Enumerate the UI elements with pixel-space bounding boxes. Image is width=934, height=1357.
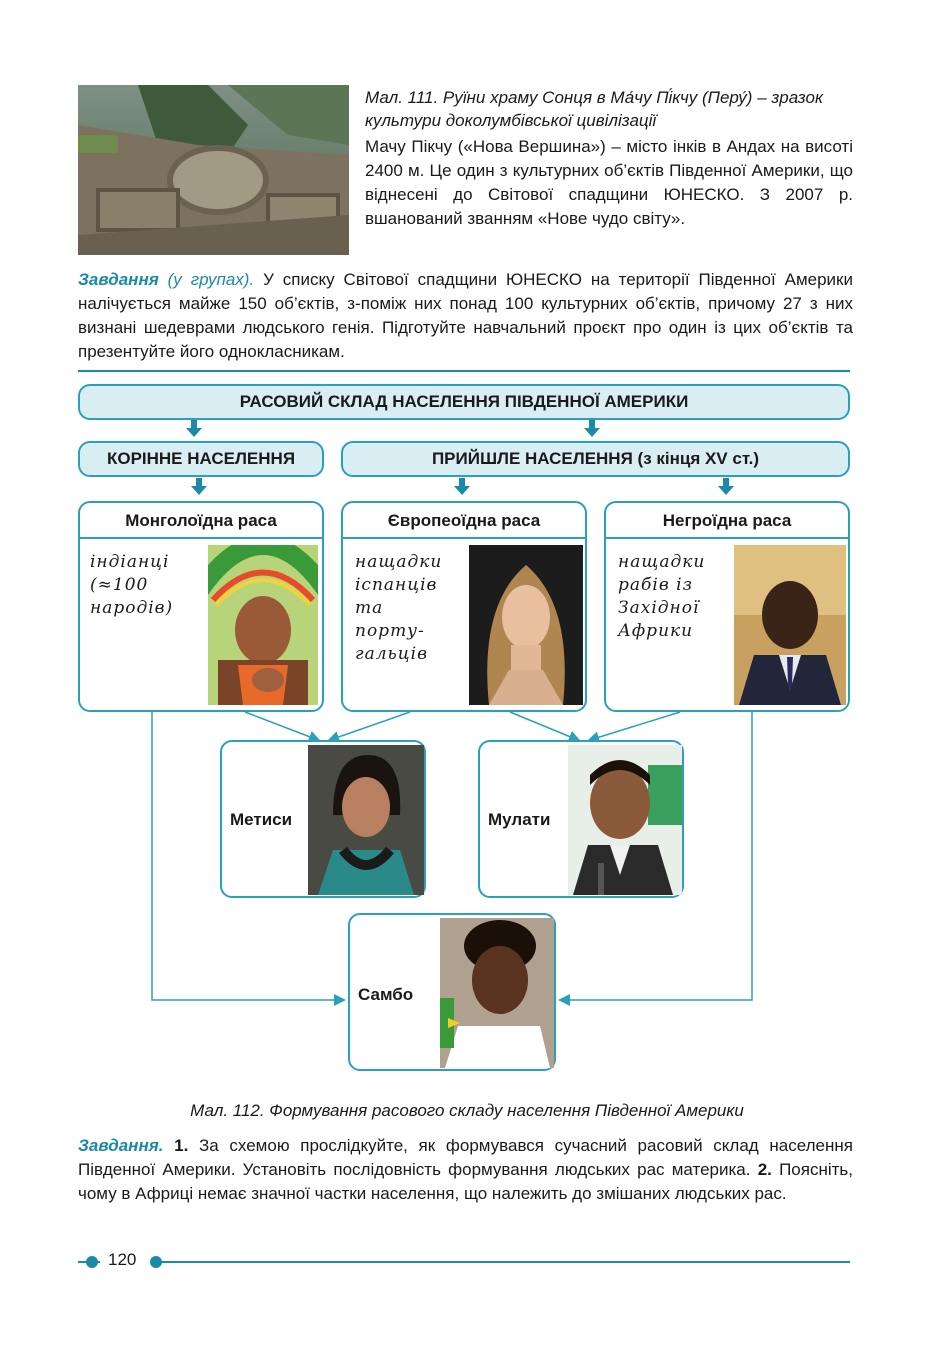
desc-line: Західної: [618, 598, 700, 618]
zambo-box: [348, 913, 556, 1071]
african-man-photo: [734, 545, 846, 705]
arrow-down-icon: [584, 420, 600, 437]
mongoloid-race-description: [90, 551, 200, 620]
mestizo-woman-photo: [308, 745, 424, 895]
diagram-title-text: РАСОВИЙ СКЛАД НАСЕЛЕННЯ ПІВДЕННОЇ АМЕРИКИ: [239, 392, 689, 411]
immigrant-population-label: ПРИЙШЛЕ НАСЕЛЕННЯ (з кінця XV ст.): [431, 449, 760, 468]
mongoloid-race-box: [78, 501, 324, 712]
mulatto-man-photo: [568, 745, 682, 895]
desc-line: нащадки: [355, 552, 443, 572]
desc-line: та: [355, 598, 384, 618]
desc-line: гальців: [355, 644, 428, 664]
arrow-down-icon: [186, 420, 202, 437]
task-diagram-questions: [78, 1134, 853, 1206]
task-text: Поясніть, чому в Африці немає значної частки населення, що належить до змішаних людських рас.: [78, 1160, 853, 1203]
immigrant-population-box: [341, 441, 850, 477]
figure-112-caption: Мал. 112. Формування расового складу населення Південної Америки: [190, 1101, 744, 1120]
mestizo-box: [220, 740, 426, 898]
native-population-box: [78, 441, 324, 477]
figure-111-caption: Мал. 111. Руїни храму Сонця в Ма́чу Пі́кчу (Перу́) – зразок культури доколумбівської цивілізації: [365, 88, 824, 130]
zambo-woman-photo: [440, 918, 554, 1068]
diagram-title: [78, 384, 850, 420]
page-number: 120: [108, 1250, 137, 1269]
arrow-down-icon: [191, 478, 207, 495]
task-number: 1.: [163, 1136, 189, 1155]
title-divider: [606, 537, 848, 539]
arrow-down-icon: [454, 478, 470, 495]
mulatto-label: Мулати: [488, 810, 551, 829]
desc-line: індіанці: [90, 552, 170, 572]
desc-line: (≈100: [90, 575, 149, 595]
mulatto-box: [478, 740, 684, 898]
task-number: 2.: [750, 1160, 772, 1179]
europeoid-race-title: Європеоїдна раса: [387, 511, 541, 530]
desc-line: Африки: [618, 621, 694, 641]
machu-picchu-description: Мачу Пікчу («Нова Вершина») – місто інків в Андах на висоті 2400 м. Це один з культурних об’єктів Південної Америки, що віднесені до Світової спадщини ЮНЕСКО. З 2007 р. вшанований званням «Нове чудо світу».: [365, 137, 853, 228]
european-woman-photo: [469, 545, 583, 705]
task-text: За схемою прослідкуйте, як формувався сучасний расовий склад населення Південної Америки. Установіть послідовність формування людських рас материка.: [78, 1136, 853, 1179]
footer-line: [160, 1261, 850, 1263]
title-divider: [343, 537, 585, 539]
task-label: Завдання.: [78, 1136, 164, 1155]
negroid-race-description: [618, 551, 733, 643]
task-text: У списку Світової спадщини ЮНЕСКО на території Південної Америки налічується майже 150 об’єктів, з-поміж них понад 100 культурних об’єктів, причому 27 з них визнані шедеврами людського генія. Підготуйте навчальний проєкт про один із цих об’єктів та презентуйте його однокласникам.: [78, 270, 853, 361]
mongoloid-race-title: Монголоїдна раса: [125, 511, 277, 530]
title-divider: [80, 537, 322, 539]
negroid-race-box: [604, 501, 850, 712]
desc-line: порту-: [355, 621, 425, 641]
europeoid-race-description: [355, 551, 470, 666]
zambo-label: Самбо: [358, 985, 414, 1004]
negroid-race-title: Негроїдна раса: [662, 511, 792, 530]
desc-line: рабів із: [618, 575, 693, 595]
desc-line: нащадки: [618, 552, 706, 572]
task-label-suffix: (у групах).: [158, 270, 255, 289]
task-label: Завдання: [78, 270, 159, 289]
footer-dot-icon: [86, 1256, 98, 1268]
native-population-label: КОРІННЕ НАСЕЛЕННЯ: [106, 449, 296, 468]
arrow-down-icon: [718, 478, 734, 495]
desc-line: народів): [90, 598, 174, 618]
indigenous-man-photo: [208, 545, 318, 705]
mestizo-label: Метиси: [230, 810, 293, 829]
desc-line: іспанців: [355, 575, 438, 595]
europeoid-race-box: [341, 501, 587, 712]
